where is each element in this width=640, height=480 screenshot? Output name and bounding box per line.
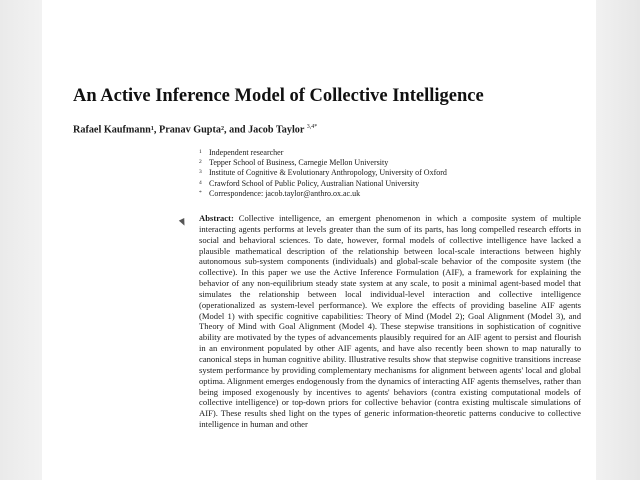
affiliation-text: Tepper School of Business, Carnegie Mellon University	[209, 158, 389, 168]
affiliation-text: Institute of Cognitive & Evolutionary Anthropology, University of Oxford	[209, 168, 447, 178]
paper-page[interactable]	[42, 0, 596, 480]
right-background	[596, 0, 640, 480]
authors-text: Rafael Kaufmann¹, Pranav Gupta², and Jacob Taylor	[73, 124, 305, 136]
authors-superscript: 3,4*	[306, 124, 318, 130]
affiliation-mark: 2	[199, 159, 202, 166]
affiliation-text: Independent researcher	[209, 148, 284, 157]
affiliation-mark: *	[199, 189, 202, 196]
affiliation-item	[199, 148, 589, 158]
affiliation-item	[199, 179, 589, 189]
paper-title: An Active Inference Model of Collective Intelligence	[73, 86, 484, 106]
left-background	[0, 0, 42, 480]
author-list	[73, 121, 593, 136]
mouse-cursor-icon	[179, 218, 187, 227]
affiliation-item	[199, 158, 589, 168]
affiliation-text: Crawford School of Public Policy, Australian National University	[209, 178, 420, 188]
affiliation-mark: 3	[199, 169, 202, 176]
affiliation-item	[199, 168, 589, 178]
affiliation-mark: 4	[199, 179, 202, 186]
abstract-text: Collective intelligence, an emergent phenomenon in which a composite system of multiple interacting agents performs at levels greater than the sum of its parts, has long compelled research efforts in social and behavioral sciences. To date, however, formal models of collective intelligence have lacked a plausible mathematical description of the relationship between local-scale interactions between highly autonomous sub-system components (individuals) and global-scale behavior of the composite system (the collective). In this paper we use the Active Inference Formulation (AIF), a framework for explaining the behavior of any non-equilibrium steady state system at any scale, to posit a minimal agent-based model that simulates the relationship between local individual-level interaction and collective intelligence (operationalized as system-level performance). We explore the effects of providing baseline AIF agents (Model 1) with specific cognitive capabilities: Theory of Mind (Model 2); Goal Alignment (Model 3), and Theory of Mind with Goal Alignment (Model 4). These stepwise transitions in sophistication of cognitive ability are motivated by the types of advancements plausibly required for an AIF agent to persist and flourish in an environment populated by other AIF agents, and have also recently been shown to map naturally to canonical steps in human cognitive ability. Illustrative results show that stepwise cognitive transitions increase system performance by providing complementary mechanisms for alignment between agents' local and global optima. Alignment emerges endogenously from the dynamics of interacting AIF agents themselves, rather than being imposed exogenously by incentives to agents' behaviors (contra existing computational models of collective intelligence) or top-down priors for collective behavior (contra existing multiscale simulations of AIF). These results shed light on the types of generic information-theoretic patterns conducive to collective intelligence in human and other	[199, 213, 581, 430]
abstract-paragraph	[199, 213, 581, 430]
affiliation-item	[199, 189, 589, 199]
affiliation-list	[199, 148, 589, 199]
affiliation-mark: 1	[199, 149, 202, 155]
abstract-label: Abstract:	[199, 213, 234, 223]
correspondence-email[interactable]: Correspondence: jacob.taylor@anthro.ox.ac.uk	[209, 188, 361, 198]
